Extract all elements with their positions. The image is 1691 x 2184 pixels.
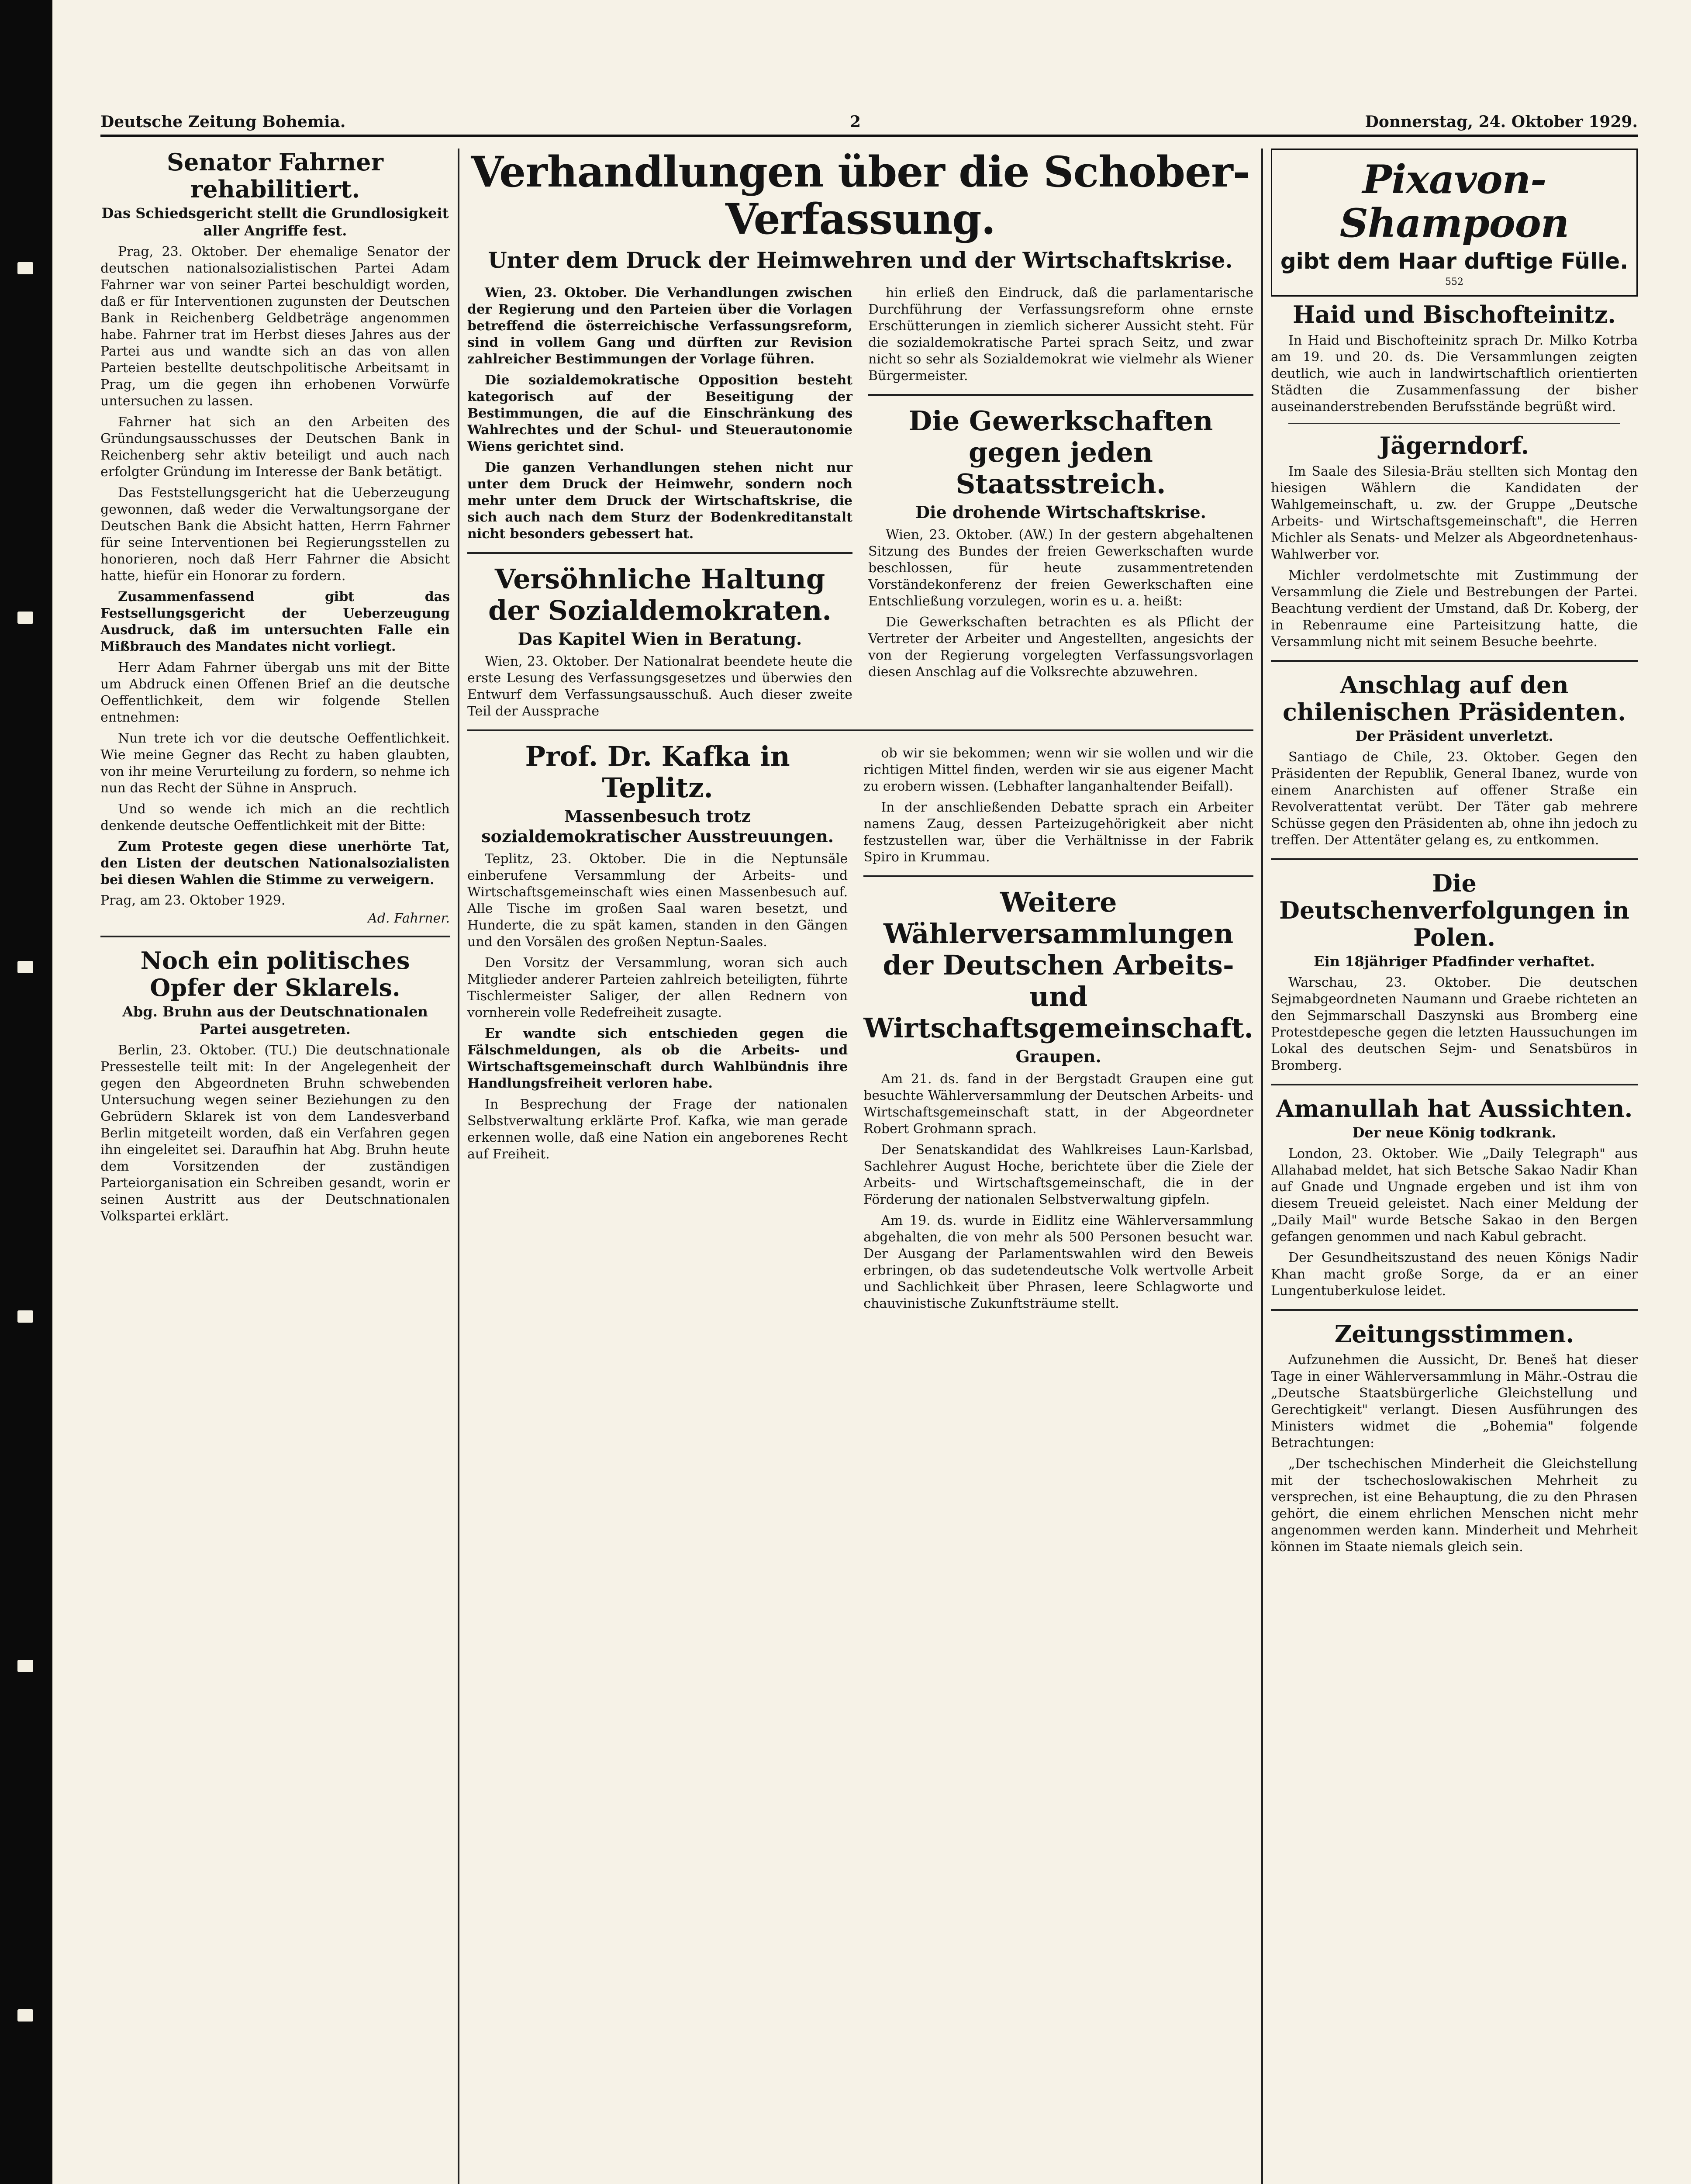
article-paragraph: Prag, 23. Oktober. Der ehemalige Senator der deutschen nationalsozialistischen Partei Adam Fahrner war von seiner Partei beschuldigt worden, daß er für Interventionen zugunsten der Deutschen Bank in Reichenberg Geldbeträge angenommen habe. Fahrner trat im Herbst dieses Jahres aus der Partei aus und wandte sich an das von allen Parteien bestellte deutschpolitische Arbeitsamt in Prag, um die gegen ihn erhobenen Vorwürfe untersuchen zu lassen.	[100, 244, 450, 409]
article-paragraph: Berlin, 23. Oktober. (TU.) Die deutschnationale Pressestelle teilt mit: In der Angelegenheit der gegen den Abgeordneten Bruhn schwebenden Untersuchung wegen seiner Beziehungen zu den Gebrüdern Sklarek ist von dem Landesverband Berlin mitgeteilt worden, daß ein Verfahren gegen ihn eingeleitet sei. Daraufhin hat Abg. Bruhn heute dem Vorsitzenden der zuständigen Parteiorganisation ein Schreiben gesandt, worin er seinen Austritt aus der Deutschnationalen Volkspartei erklärt.	[100, 1043, 450, 1224]
article-paragraph: Nun trete ich vor die deutsche Oeffentlichkeit. Wie meine Gegner das Recht zu haben glaubten, von ihr meine Verurteilung zu fordern, so nehme ich nun das Recht der Sühne in Anspruch.	[100, 731, 450, 796]
signature: Ad. Fahrner.	[368, 911, 450, 926]
column-rule-1	[458, 149, 459, 2184]
headline-zeitungsstimmen: Zeitungsstimmen.	[1334, 1320, 1574, 1348]
page-number: 2	[850, 113, 861, 131]
article-divider	[1271, 858, 1638, 860]
dateline: Prag, am 23. Oktober 1929.	[100, 893, 286, 908]
subheadline-schober: Unter dem Druck der Heimwehren und der Wirtschaftskrise.	[488, 247, 1233, 273]
article-divider	[467, 729, 1253, 731]
subheadline-sklarek: Abg. Bruhn aus der Deutschnationalen Partei ausgetreten.	[122, 1003, 428, 1037]
article-paragraph: Der Senatskandidat des Wahlkreises Laun-Karlsbad, Sachlehrer August Hoche, berichtete über die Ziele der Arbeits- und Wirtschaftsgemeinschaft, die in der Förderung der nationalen Selbstverwaltung gipfeln.	[863, 1142, 1253, 1207]
article-divider	[1288, 423, 1620, 424]
masthead-date: Donnerstag, 24. Oktober 1929.	[1365, 113, 1638, 131]
article-divider	[863, 875, 1253, 877]
article-paragraph: Das Feststellungsgericht hat die Ueberzeugung gewonnen, daß weder die Verwaltungsorgane der Deutschen Bank die Absicht hatten, Herrn Fahrner für seine Interventionen bei Regierungsstellen zu honorieren, noch daß Herr Fahrner die Absicht hatte, hiefür ein Honorar zu fordern.	[100, 485, 450, 584]
article-paragraph: Teplitz, 23. Oktober. Die in die Neptunsäle einberufene Versammlung der Arbeits- und Wirtschaftsgemeinschaft wies einen Massenbesuch auf. Alle Tische im großen Saal waren besetzt, und Hunderte, die zu spät kamen, standen in den Gängen und den Vorsälen des großen Neptun-Saales.	[467, 851, 848, 950]
subheadline-fahrner: Das Schiedsgericht stellt die Grundlosigkeit aller Angriffe fest.	[101, 205, 449, 239]
article-paragraph: Santiago de Chile, 23. Oktober. Gegen den Präsidenten der Republik, General Ibanez, wurde von einem Anarchisten auf offener Straße ein Revolverattentat verübt. Der Täter gab mehrere Schüsse gegen den Präsidenten ab, ohne ihn jedoch zu treffen. Der Attentäter gelang es, zu entkommen.	[1271, 750, 1638, 848]
article-paragraph: London, 23. Oktober. Wie „Daily Telegraph" aus Allahabad meldet, hat sich Betsche Sakao Nadir Khan auf Gnade und Ungnade ergeben und ist ihm von diesem Treueid geleistet. Nach einer Meldung der „Daily Mail" wurde Betsche Sakao in den Bergen gefangen genommen und nach Kabul gebracht.	[1271, 1146, 1638, 1244]
article-paragraph: Herr Adam Fahrner übergab uns mit der Bitte um Abdruck einen Offenen Brief an die deutsche Oeffentlichkeit, dem wir folgende Stellen entnehmen:	[100, 660, 450, 725]
article-paragraph: „Der tschechischen Minderheit die Gleichstellung mit der tschechoslowakischen Mehrheit zu versprechen, ist eine Behauptung, die zu den Phrasen gehört, die einem ehrlichen Menschen nicht mehr angenommen werden kann. Minderheit und Mehrheit können im Staate niemals gleich sein.	[1271, 1456, 1638, 1555]
article-paragraph: In Haid und Bischofteinitz sprach Dr. Milko Kotrba am 19. und 20. ds. Die Versammlungen zeigten deutlich, wie auch in landwirtschaftlich orientierten Städten die Zusammenfassung der bisher auseinanderstrebenden Berufsstände begrüßt wird.	[1271, 333, 1638, 415]
ad-code: 552	[1445, 276, 1463, 287]
headline-waehlerversammlungen: Weitere Wählerversammlungen der Deutschen Arbeits- und Wirtschaftsgemeinschaft.	[863, 886, 1253, 1044]
headline-haid: Haid und Bischofteinitz.	[1292, 301, 1616, 328]
column-rule-2	[1261, 149, 1263, 2184]
article-columns	[467, 280, 1253, 720]
ad-brand: Pixavon-Shampoon	[1339, 156, 1569, 246]
article-paragraph: Am 19. ds. wurde in Eidlitz eine Wählerversammlung abgehalten, die von mehr als 500 Personen besucht war. Der Ausgang der Parlamentswahlen wird den Beweis erbringen, ob das sudetendeutsche Volk wertvolle Arbeit und Sachlichkeit über Phrasen, leere Schlagworte und chauvinistische Zukunftsträume stellt.	[863, 1213, 1253, 1311]
subcolumn-left	[467, 741, 848, 1312]
article-divider	[100, 936, 450, 937]
subheadline-kafka: Massenbesuch trotz sozialdemokratischer Ausstreuungen.	[481, 806, 834, 846]
subcolumn-right	[863, 741, 1253, 1312]
right-column	[1271, 149, 1638, 2184]
article-paragraph: Michler verdolmetschte mit Zustimmung der Versammlung die Ziele und Bestrebungen der Partei. Beachtung verdient der Umstand, daß Dr. Koberg, der in Rebenraume eine Parteisitzung hatte, die Versammlung nicht mit seinem Besuche beehrte.	[1271, 568, 1638, 650]
headline-amanullah: Amanullah hat Aussichten.	[1276, 1095, 1633, 1123]
article-paragraph: Die Gewerkschaften betrachten es als Pflicht der Vertreter der Arbeiter und Angestellten, angesichts der von der Regierung vorgelegten Verfassungsvorlagen diesen Anschlag auf die Volksrechte abzuwehren.	[868, 615, 1253, 680]
punch-holes	[17, 0, 35, 2184]
headline-sklarek: Noch ein politisches Opfer der Sklarels.	[140, 947, 410, 1002]
subcolumn-right	[868, 280, 1253, 720]
ad-tagline: gibt dem Haar duftige Fülle.	[1280, 249, 1629, 274]
headline-chile: Anschlag auf den chilenischen Präsidenten.	[1283, 671, 1626, 726]
left-column	[100, 149, 450, 2184]
article-paragraph: Fahrner hat sich an den Arbeiten des Gründungsausschusses der Deutschen Bank in Reichenberg sehr aktiv beteiligt und auch nach erfolgter Gründung im Interesse der Bank betätigt.	[100, 415, 450, 480]
article-divider	[1271, 1084, 1638, 1085]
article-paragraph: Im Saale des Silesia-Bräu stellten sich Montag den hiesigen Wählern die Kandidaten der Wahlgemeinschaft, u. zw. der Gruppe „Deutsche Arbeits- und Wirtschaftsgemeinschaft", die Herren Michler als Senats- und Melzer als Abgeordnetenhaus-Wahlwerber vor.	[1271, 464, 1638, 562]
newspaper-page	[100, 105, 1638, 2184]
article-paragraph: In Besprechung der Frage der nationalen Selbstverwaltung erklärte Prof. Kafka, wie man gerade erkennen wolle, daß eine Nation ein angeborenes Recht auf Freiheit.	[467, 1097, 848, 1162]
article-paragraph: hin erließ den Eindruck, daß die parlamentarische Durchführung der Verfassungsreform ohne ernste Erschütterungen in ziemlich sicherer Aussicht steht. Für die sozialdemokratische Partei sprach Seitz, und zwar nicht so sehr als Sozialdemokrat wie vielmehr als Wiener Bürgermeister.	[868, 285, 1253, 384]
masthead	[100, 105, 1638, 137]
article-paragraph: Wien, 23. Oktober. Die Verhandlungen zwischen der Regierung und den Parteien über die Vorlagen betreffend die österreichische Verfassungsreform, sind in vollem Gang und dürften zur Revision zahlreicher Bestimmungen der Vorlage führen.	[467, 285, 852, 367]
subheadline-gewerkschaften: Die drohende Wirtschaftskrise.	[915, 502, 1206, 522]
article-divider	[467, 552, 852, 554]
subheadline-polen: Ein 18jähriger Pfadfinder verhaftet.	[1314, 953, 1595, 970]
article-paragraph: Am 21. ds. fand in der Bergstadt Graupen eine gut besuchte Wählerversammlung der Deutschen Arbeits- und Wirtschaftsgemeinschaft statt, in der Abgeordneter Robert Grohmann sprach.	[863, 1071, 1253, 1137]
subcolumn-left	[467, 280, 852, 720]
article-paragraph: Wien, 23. Oktober. (AW.) In der gestern abgehaltenen Sitzung des Bundes der freien Gewerkschaften wurde beschlossen, für heute zusammentretenden Vorständekonferenz der freien Gewerkschaften eine Entschließung vorzulegen, worin es u. a. heißt:	[868, 527, 1253, 609]
subheadline-amanullah: Der neue König todkrank.	[1352, 1124, 1556, 1141]
article-paragraph: Den Vorsitz der Versammlung, woran sich auch Mitglieder anderer Parteien zahlreich beteiligten, führte Tischlermeister Saliger, der allen Rednern von vornherein volle Redefreiheit zusagte.	[467, 955, 848, 1020]
headline-versoehnlich: Versöhnliche Haltung der Sozialdemokraten.	[488, 563, 832, 626]
subheadline-versoehnlich: Das Kapitel Wien in Beratung.	[518, 629, 802, 649]
subheadline-chile: Der Präsident unverletzt.	[1355, 728, 1553, 744]
article-paragraph: Und so wende ich mich an die rechtlich denkende deutsche Oeffentlichkeit mit der Bitte:	[100, 802, 450, 833]
headline-kafka: Prof. Dr. Kafka in Teplitz.	[525, 740, 790, 804]
article-paragraph: Zusammenfassend gibt das Festsellungsgericht der Ueberzeugung Ausdruck, daß im untersuchten Falle ein Mißbrauch des Mandates nicht vorliegt.	[100, 589, 450, 654]
subheadline-graupen: Graupen.	[1015, 1047, 1101, 1066]
article-paragraph: Der Gesundheitszustand des neuen Königs Nadir Khan macht große Sorge, da er an einer Lungentuberkulose leidet.	[1271, 1250, 1638, 1299]
headline-polen: Die Deutschenverfolgungen in Polen.	[1279, 869, 1629, 951]
article-paragraph: Aufzunehmen die Aussicht, Dr. Beneš hat dieser Tage in einer Wählerversammlung in Mähr.-Ostrau die „Deutsche Staatsbürgerliche Gleichstellung und Gerechtigkeit" verlangt. Diesen Ausführungen des Ministers widmet die „Bohemia" folgende Betrachtungen:	[1271, 1352, 1638, 1451]
article-paragraph: Die ganzen Verhandlungen stehen nicht nur unter dem Druck der Heimwehr, sondern noch mehr unter dem Druck der Wirtschaftskrise, die sich auch nach dem Sturz der Bodenkreditanstalt nicht besonders gebessert hat.	[467, 460, 852, 542]
article-divider	[1271, 1309, 1638, 1311]
headline-fahrner: Senator Fahrner rehabilitiert.	[167, 149, 383, 203]
headline-gewerkschaften: Die Gewerkschaften gegen jeden Staatsstreich.	[908, 405, 1213, 500]
headline-schober: Verhandlungen über die Schober-Verfassung.	[471, 149, 1250, 244]
article-paragraph: In der anschließenden Debatte sprach ein Arbeiter namens Zaug, dessen Parteizugehörigkeit aber nicht festzustellen war, über die Verhältnisse in der Fabrik Spiro in Krummau.	[863, 800, 1253, 865]
article-paragraph: Warschau, 23. Oktober. Die deutschen Sejmabgeordneten Naumann und Graebe richteten an den Sejmmarschall Daszynski aus Bromberg eine Protestdepesche gegen die letzten Haussuchungen im Lokal des deutschen Sejm- und Senatsbüros in Bromberg.	[1271, 975, 1638, 1073]
article-paragraph: Er wandte sich entschieden gegen die Fälschmeldungen, als ob die Arbeits- und Wirtschaftsgemeinschaft durch Wahlbündnis ihre Handlungsfreiheit verloren habe.	[467, 1026, 848, 1091]
masthead-left: Deutsche Zeitung Bohemia.	[100, 113, 346, 131]
article-divider	[868, 394, 1253, 396]
article-divider	[1271, 660, 1638, 662]
middle-column	[467, 149, 1253, 2184]
headline-jaegerndorf: Jägerndorf.	[1379, 432, 1529, 460]
article-paragraph: Zum Proteste gegen diese unerhörte Tat, den Listen der deutschen Nationalsozialisten bei diesen Wahlen die Stimme zu verweigern.	[100, 839, 450, 888]
scan-margin	[0, 0, 52, 2184]
article-paragraph: Die sozialdemokratische Opposition besteht kategorisch auf der Beseitigung der Bestimmungen, die auf die Einschränkung des Wahlrechtes und der Schul- und Steuerautonomie Wiens gerichtet sind.	[467, 373, 852, 454]
advertisement	[1271, 149, 1638, 297]
article-paragraph: ob wir sie bekommen; wenn wir sie wollen und wir die richtigen Mittel finden, werden wir sie aus eigener Macht zu erobern wissen. (Lebhafter langanhaltender Beifall).	[863, 746, 1253, 794]
article-columns	[467, 741, 1253, 1312]
article-paragraph: Wien, 23. Oktober. Der Nationalrat beendete heute die erste Lesung des Verfassungsgesetzes und überwies den Entwurf dem Verfassungsausschuß. Auch dieser zweite Teil der Aussprache	[467, 654, 852, 719]
